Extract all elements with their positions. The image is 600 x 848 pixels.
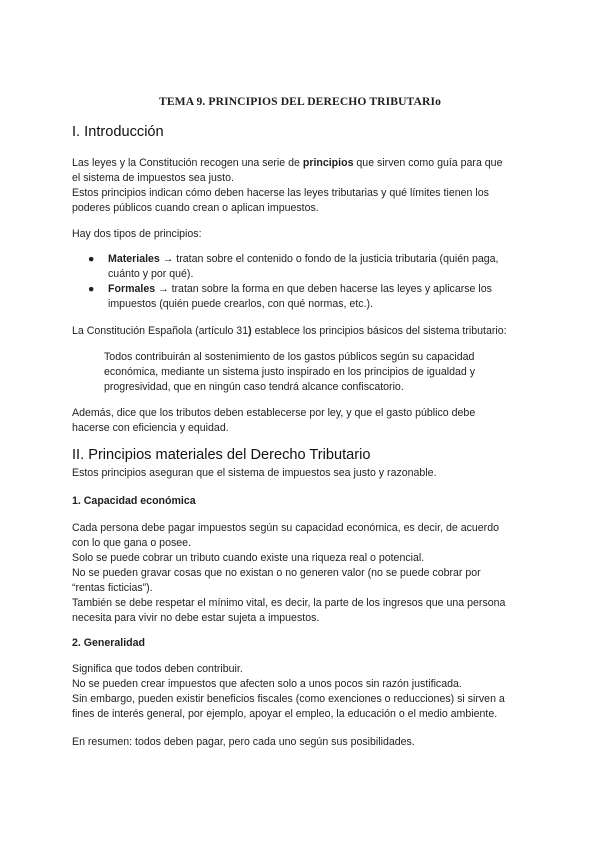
list-item bbox=[72, 282, 532, 312]
text-line: cuánto y por qué). bbox=[108, 268, 194, 280]
text-line: No se pueden gravar cosas que no existan o no generen valor (no se puede cobrar por bbox=[72, 567, 481, 579]
generalidad-paragraph bbox=[72, 662, 532, 722]
bold-term: Materiales bbox=[108, 253, 160, 265]
text-line bbox=[108, 252, 532, 267]
text-line: Hay dos tipos de principios: bbox=[72, 228, 202, 240]
bullet-icon: ● bbox=[88, 253, 95, 265]
text-line: Sin embargo, pueden existir beneficios fiscales (como exenciones o reducciones) si sirven a bbox=[72, 693, 505, 705]
text-span: establece los principios básicos del sistema tributario: bbox=[251, 325, 507, 337]
section-heading-principios-materiales: II. Principios materiales del Derecho Tributario bbox=[72, 447, 371, 463]
text-line: poderes públicos cuando crean o aplican impuestos. bbox=[72, 202, 319, 214]
text-line: el sistema de impuestos sea justo. bbox=[72, 172, 234, 184]
text-line: fines de interés general, por ejemplo, apoyar el empleo, la educación o el medio ambiente. bbox=[72, 708, 498, 720]
bullet-icon: ● bbox=[88, 283, 95, 295]
ademas-paragraph bbox=[72, 406, 532, 436]
capacidad-paragraph bbox=[72, 521, 532, 626]
constitution-quote bbox=[104, 350, 524, 395]
text-line bbox=[72, 156, 532, 171]
subheading-generalidad: 2. Generalidad bbox=[72, 637, 146, 649]
text-line bbox=[72, 324, 532, 339]
intro-paragraph bbox=[72, 156, 532, 216]
text-line: Además, dice que los tributos deben establecerse por ley, y que el gasto público debe bbox=[72, 407, 476, 419]
document-title: TEMA 9. PRINCIPIOS DEL DERECHO TRIBUTARIo bbox=[159, 95, 441, 108]
section-heading-introduccion: I. Introducción bbox=[72, 124, 164, 140]
subheading-capacidad-economica: 1. Capacidad económica bbox=[72, 495, 196, 507]
text-span: → tratan sobre la forma en que deben hacerse las leyes y aplicarse los bbox=[155, 283, 492, 295]
text-span: La Constitución Española (artículo 31 bbox=[72, 325, 249, 337]
text-line: En resumen: todos deben pagar, pero cada uno según sus posibilidades. bbox=[72, 736, 415, 748]
constitution-paragraph bbox=[72, 324, 532, 339]
bold-term: principios bbox=[302, 157, 354, 169]
text-line: No se pueden crear impuestos que afecten solo a unos pocos sin razón justificada. bbox=[72, 678, 462, 690]
text-line: económica, mediante un sistema justo inspirado en los principios de igualdad y bbox=[104, 366, 475, 378]
bold-term: Formales bbox=[108, 283, 156, 295]
text-line: También se debe respetar el mínimo vital, es decir, la parte de los ingresos que una persona bbox=[72, 597, 506, 609]
text-line: con lo que gana o posee. bbox=[72, 537, 191, 549]
text-line: necesita para vivir no debe estar sujeta a impuestos. bbox=[72, 612, 320, 624]
section2-intro bbox=[72, 466, 532, 481]
text-span: → tratan sobre el contenido o fondo de la justicia tributaria (quién paga, bbox=[159, 253, 499, 265]
summary-paragraph bbox=[72, 735, 532, 750]
text-line: Estos principios indican cómo deben hacerse las leyes tributarias y qué límites tienen los bbox=[72, 187, 489, 199]
text-line: Estos principios aseguran que el sistema de impuestos sea justo y razonable. bbox=[72, 467, 437, 479]
text-span: que sirven como guía para que bbox=[353, 157, 503, 169]
text-line: Cada persona debe pagar impuestos según su capacidad económica, es decir, de acuerdo bbox=[72, 522, 499, 534]
text-line: “rentas ficticias”). bbox=[72, 582, 153, 594]
text-line: impuestos (quién puede crearlos, con qué normas, etc.). bbox=[108, 298, 373, 310]
types-paragraph bbox=[72, 227, 532, 242]
list-item bbox=[72, 252, 532, 282]
text-line bbox=[108, 282, 532, 297]
text-span: Las leyes y la Constitución recogen una serie de bbox=[72, 157, 303, 169]
text-line: Solo se puede cobrar un tributo cuando existe una riqueza real o potencial. bbox=[72, 552, 425, 564]
text-line: Significa que todos deben contribuir. bbox=[72, 663, 243, 675]
principles-list bbox=[72, 252, 532, 312]
text-line: progresividad, que en ningún caso tendrá alcance confiscatorio. bbox=[104, 381, 404, 393]
text-line: hacerse con eficiencia y equidad. bbox=[72, 422, 229, 434]
text-line: Todos contribuirán al sostenimiento de los gastos públicos según su capacidad bbox=[104, 351, 475, 363]
bold-term: ) bbox=[248, 325, 252, 337]
